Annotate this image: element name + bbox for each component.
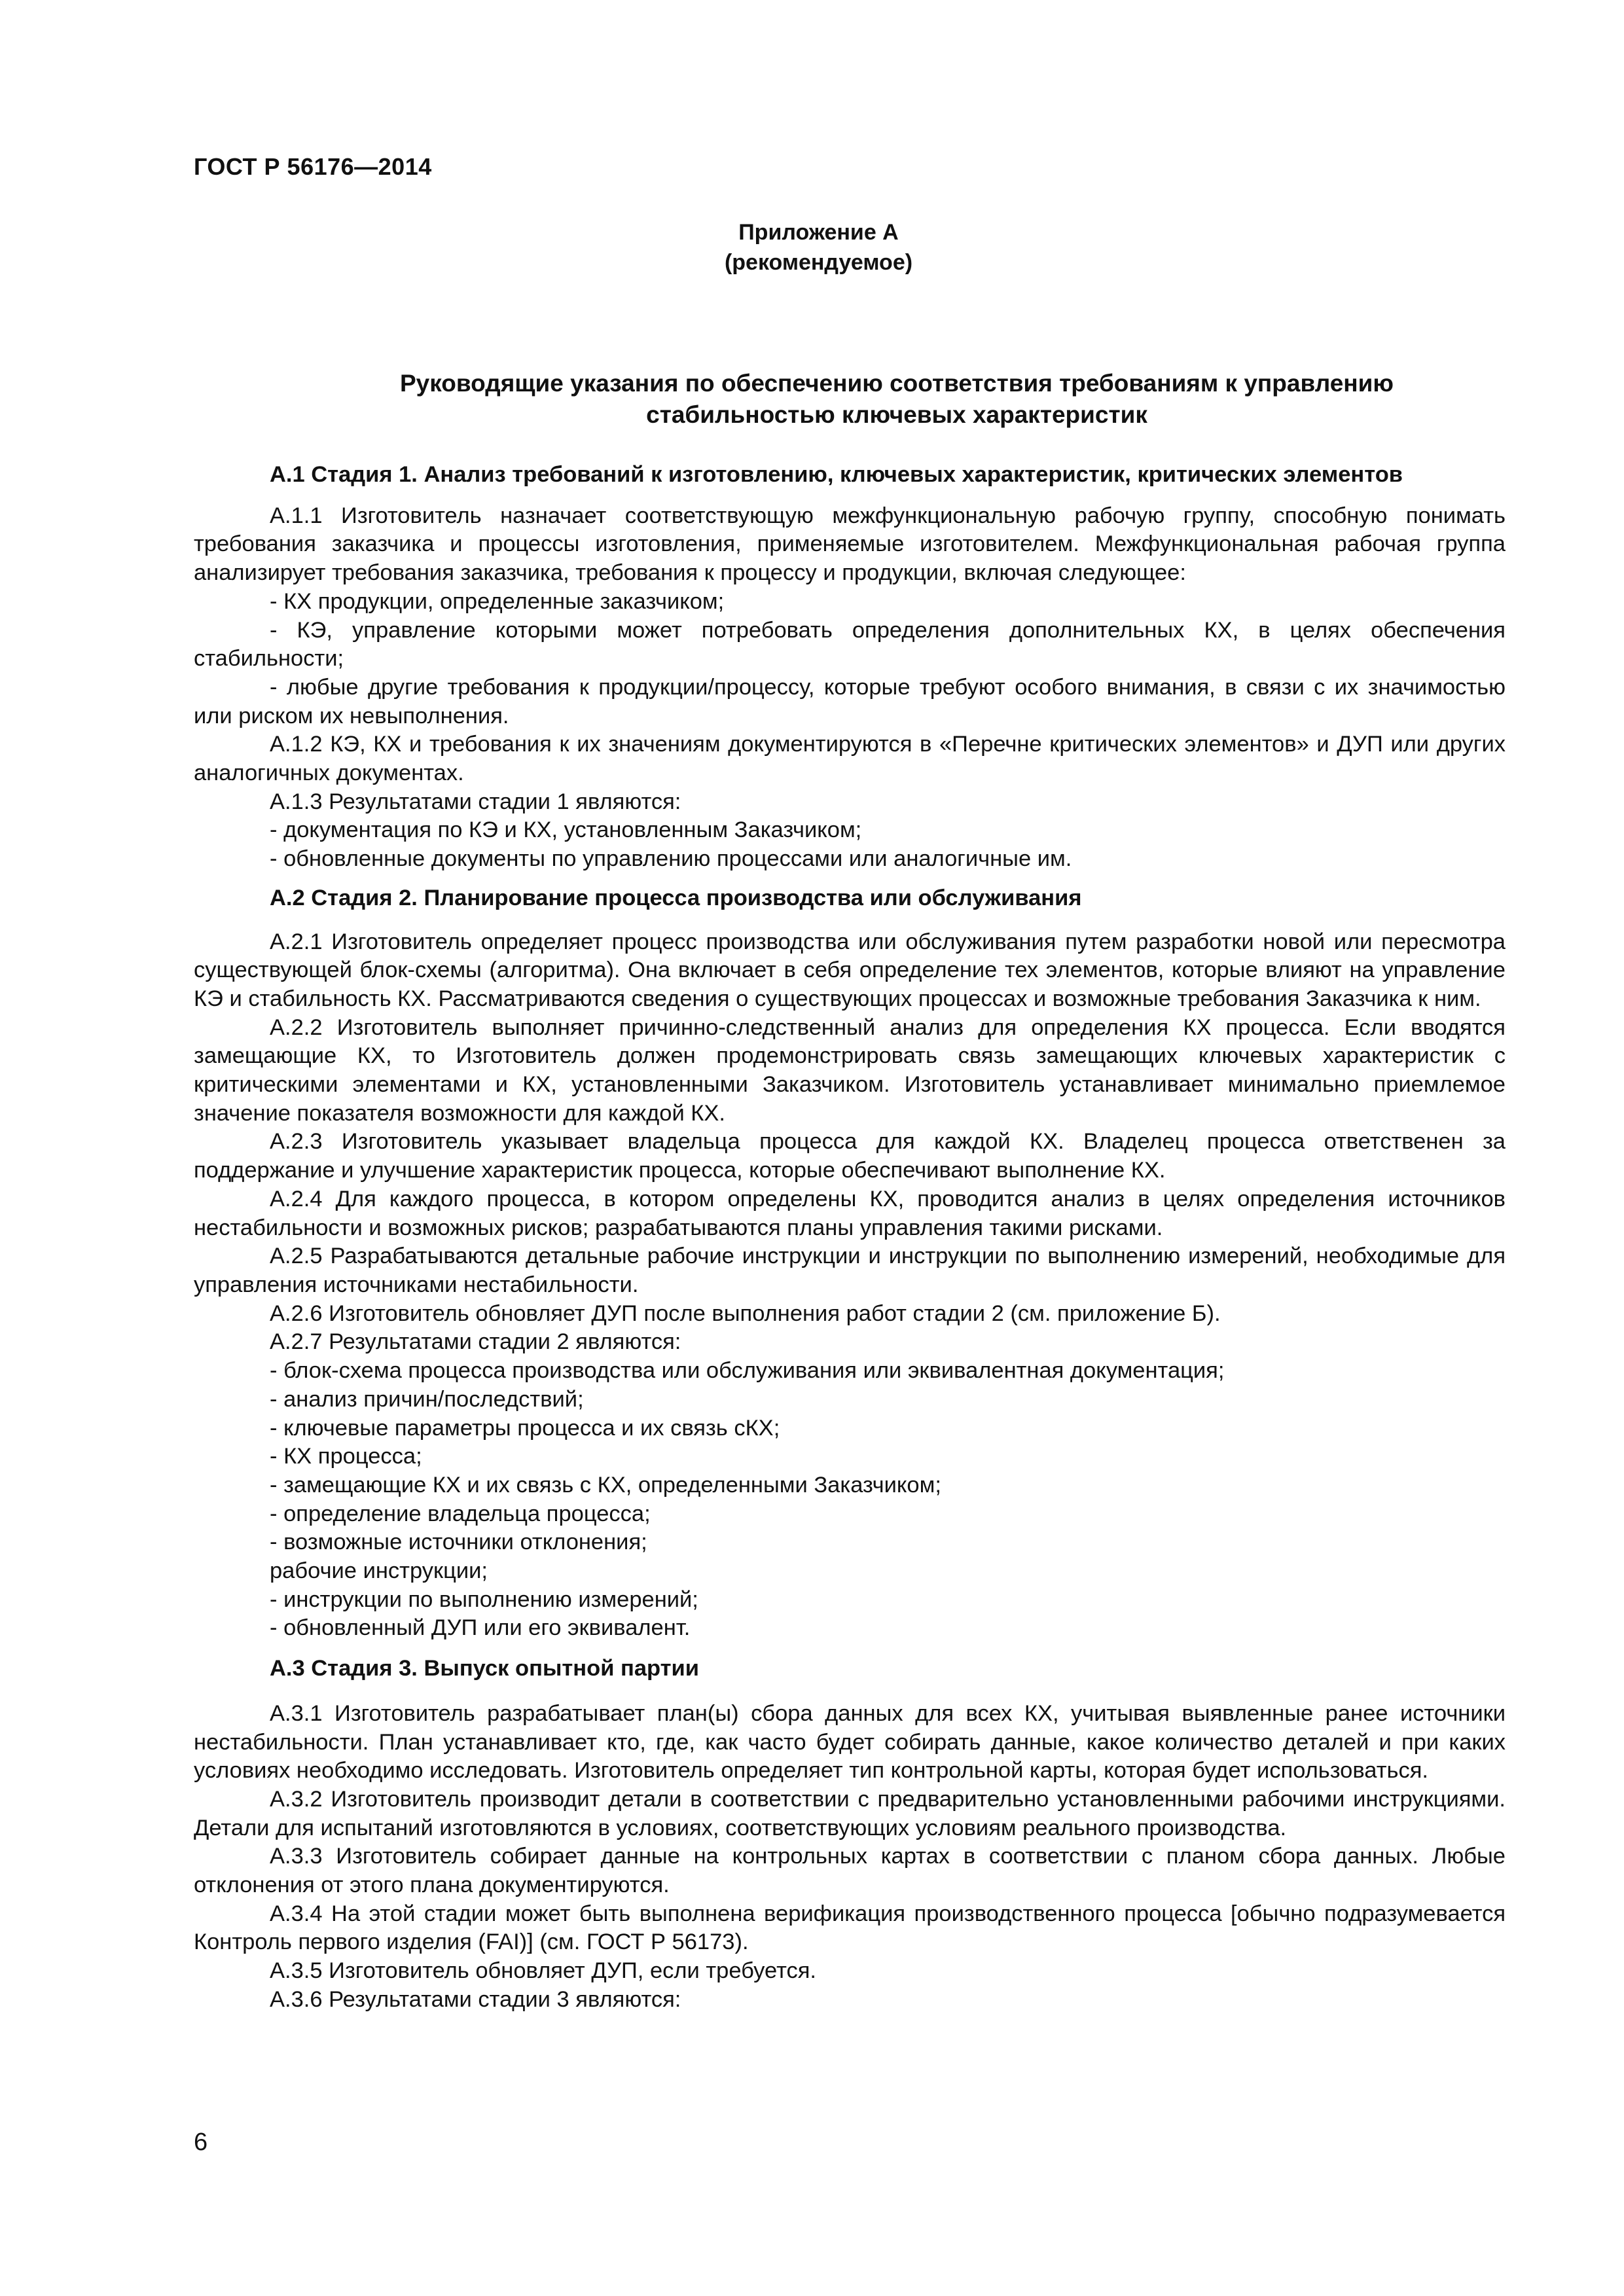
clause-a3-5: А.3.5 Изготовитель обновляет ДУП, если требуется. [270,1958,817,1984]
list-item: - замещающие КХ и их связь с КХ, определенными Заказчиком; [270,1472,941,1498]
clause-a3-3: А.3.3 Изготовитель собирает данные на контрольных картах в соответствии с планом сбора данных. Любые отклонения от этого плана документируются. [194,1844,1506,1898]
document-body [194,461,1506,2015]
clause-a2-5: А.2.5 Разрабатываются детальные рабочие инструкции и инструкции по выполнению измерений, необходимые для управления источниками нестабильности. [194,1244,1506,1297]
list-item: - обновленные документы по управлению процессами или аналогичные им. [270,846,1072,872]
clause-a1-2: А.1.2 КЭ, КХ и требования к их значениям документируются в «Перечне критических элементов» и ДУП или других аналогичных документах. [194,732,1506,786]
clause-a2-4: А.2.4 Для каждого процесса, в котором определены КХ, проводится анализ в целях определения источников нестабильности и возможных рисков; разрабатываются планы управления такими рисками. [194,1186,1506,1240]
list-item: - КЭ, управление которыми может потребовать определения дополнительных КХ, в целях обеспечения стабильности; [194,617,1506,672]
clause-a2-6: А.2.6 Изготовитель обновляет ДУП после выполнения работ стадии 2 (см. приложение Б). [270,1300,1221,1326]
section-a2-heading: А.2 Стадия 2. Планирование процесса производства или обслуживания [270,885,1082,910]
clause-a1-3: А.1.3 Результатами стадии 1 являются: [270,789,681,814]
list-item: - документация по КЭ и КХ, установленным Заказчиком; [270,817,862,843]
list-item: - анализ причин/последствий; [270,1386,584,1412]
clause-a3-6: А.3.6 Результатами стадии 3 являются: [270,1986,681,2012]
list-item: - любые другие требования к продукции/процессу, которые требуют особого внимания, в связи с их значимостью или риском их невыполнения. [194,674,1506,728]
document-title [275,368,1519,431]
list-item: - ключевые параметры процесса и их связь сКХ; [270,1415,780,1441]
list-item: - КХ процесса; [270,1444,422,1469]
clause-a2-7: А.2.7 Результатами стадии 2 являются: [270,1329,681,1355]
list-item: - блок-схема процесса производства или обслуживания или эквивалентная документация; [270,1358,1225,1384]
annex-heading [0,217,1624,278]
clause-a2-3: А.2.3 Изготовитель указывает владельца процесса для каждой КХ. Владелец процесса ответственен за поддержание и улучшение характеристик процесса, которые обеспечивают выполнение КХ. [194,1129,1506,1183]
list-item: рабочие инструкции; [270,1558,488,1584]
list-item: - КХ продукции, определенные заказчиком; [270,588,725,614]
page-number: 6 [194,2128,208,2156]
clause-a3-1: А.3.1 Изготовитель разрабатывает план(ы) сбора данных для всех КХ, учитывая выявленные ранее источники нестабильности. План устанавливает кто, где, как часто будет собирать данные, какое количество деталей и при каких условиях необходимо исследовать. Изготовитель определяет тип контрольной карты, которая будет использоваться. [194,1700,1506,1784]
section-a3-heading: А.3 Стадия 3. Выпуск опытной партии [270,1656,699,1681]
clause-a2-1: А.2.1 Изготовитель определяет процесс производства или обслуживания путем разработки новой или пересмотра существующей блок-схемы (алгоритма). Она включает в себя определение тех элементов, которые влияют на управление КЭ и стабильность КХ. Рассматриваются сведения о существующих процессах и возможные требования Заказчика к ним. [194,929,1506,1011]
standard-header: ГОСТ Р 56176—2014 [194,153,432,180]
clause-a2-2: А.2.2 Изготовитель выполняет причинно-следственный анализ для определения КХ процесса. Если вводятся замещающие КХ, то Изготовитель должен продемонстрировать связь замещающих ключевых характеристик с критическими элементами и КХ, установленными Заказчиком. Изготовитель устанавливает минимально приемлемое значение показателя возможности для каждой КХ. [194,1014,1506,1126]
section-a1-heading: А.1 Стадия 1. Анализ требований к изготовлению, ключевых характеристик, критических элементов [270,462,1403,487]
title-line-1: Руководящие указания по обеспечению соответствия требованиям к управлению [399,370,1394,397]
list-item: - инструкции по выполнению измерений; [270,1587,698,1612]
list-item: - обновленный ДУП или его эквивалент. [270,1615,691,1641]
annex-title: Приложение А [738,220,899,245]
list-item: - определение владельца процесса; [270,1501,651,1526]
annex-status: (рекомендуемое) [724,250,913,275]
title-line-2: стабильностью ключевых характеристик [646,401,1147,428]
clause-a3-4: А.3.4 На этой стадии может быть выполнена верификация производственного процесса [обычно подразумевается Контроль первого изделия (FAI)] (см. ГОСТ Р 56173). [194,1901,1506,1955]
clause-a1-1: А.1.1 Изготовитель назначает соответствующую межфункциональную рабочую группу, способную понимать требования заказчика и процессы изготовления, применяемые изготовителем. Межфункциональная рабочая группа анализирует требования заказчика, требования к процессу и продукции, включая следующее: [194,503,1506,586]
clause-a3-2: А.3.2 Изготовитель производит детали в соответствии с предварительно установленными рабочими инструкциями. Детали для испытаний изготовляются в условиях, соответствующих условиям реального производства. [194,1786,1506,1840]
list-item: - возможные источники отклонения; [270,1530,647,1555]
